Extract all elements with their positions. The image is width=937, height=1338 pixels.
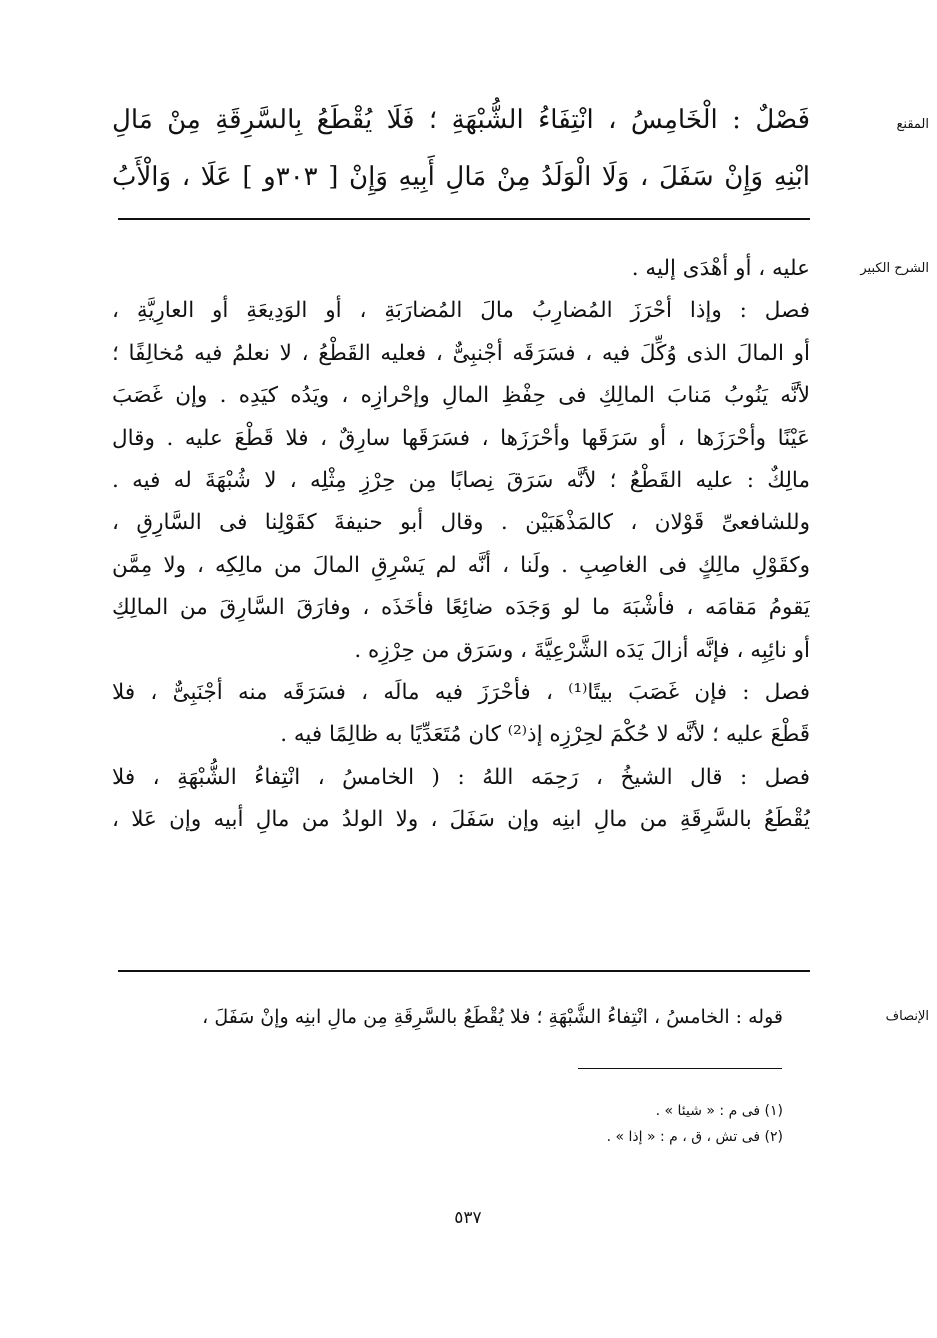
- sharh-line-4: لأنَّه يَنُوبُ مَنابَ المالِكِ فى حِفْظِ المالِ وإحْرازِه ، ويَدُه كيَدِه . وإن غَصَبَ: [112, 383, 810, 409]
- footnote-divider-rule: [578, 1068, 782, 1069]
- sharh-text-block: [112, 248, 810, 841]
- insaf-text-block: [115, 1003, 783, 1031]
- sharh-line-1: عليه ، أو أهْدَى إليه .: [631, 256, 810, 281]
- sharh-line-12: قَطْعَ عليه ؛ لأنَّه لا حُكْمَ لحِرْزِه إذ⁽²⁾ كان مُتَعَدِّيًا به ظالِمًا فيه .: [280, 722, 810, 748]
- sharh-line-11: فصل : فإن غَصَبَ بيتًا⁽¹⁾ ، فأحْرَزَ فيه مالَه ، فسَرَقَه منه أجْنَبِىٌّ ، فلا: [112, 679, 810, 705]
- label-sharh: الشرح الكبير: [860, 261, 929, 276]
- page-number: ٥٣٧: [454, 1208, 482, 1228]
- sharh-line-10: أو نائِبِه ، فإنَّه أزالَ يَدَه الشَّرْعِيَّةَ ، وسَرَق من حِرْزِه .: [354, 637, 810, 663]
- sharh-line-14: يُقْطَعُ بالسَّرِقَةِ من مالِ ابنِه وإن سَفَلَ ، ولا الولدُ من مالِ أبيه وإن عَلا ،: [112, 807, 810, 833]
- sharh-line-8: وكقَوْلِ مالِكٍ فى الغاصِبِ . ولَنا ، أنَّه لم يَسْرِقِ المالَ من مالِكِه ، ولا مِمَّن: [112, 552, 810, 578]
- footnote-1: (١) فى م : « شيئا » .: [655, 1103, 783, 1119]
- sharh-line-3: أو المالَ الذى وُكِّلَ فيه ، فسَرَقَه أجْنبِىٌّ ، فعليه القَطْعُ ، لا نعلمُ فيه مُخالِفًا ؛: [112, 340, 810, 366]
- muqni-line-2: ابْنِهِ وَإِنْ سَفَلَ ، وَلَا الْوَلَدُ مِنْ مَالِ أَبِيهِ وَإِنْ [ ٣٠٣و ] عَلَا ، وَالْأَبُ: [112, 162, 810, 192]
- muqni-divider-rule: [118, 218, 810, 220]
- footnote-2: (٢) فى تش ، ق ، م : « إذا » .: [606, 1129, 783, 1145]
- label-muqni: المقنع: [896, 117, 929, 132]
- muqni-line-1: فَصْلٌ : الْخَامِسُ ، انْتِفَاءُ الشُّبْهَةِ ؛ فَلَا يُقْطَعُ بِالسَّرِقَةِ مِنْ مَالِ: [112, 105, 810, 135]
- sharh-line-2: فصل : وإذا أحْرَزَ المُضارِبُ مالَ المُضارَبَةِ ، أو الوَدِيعَةِ أو العارِيَّةِ ،: [112, 298, 810, 324]
- muqni-text-block: [112, 92, 810, 206]
- sharh-line-5: عَيْنًا وأحْرَزَها ، أو سَرَقَها وأحْرَزَها ، فسَرَقَها سارِقٌ ، فلا قَطْعَ عليه . وقال: [112, 425, 810, 451]
- sharh-line-13: فصل : قال الشيخُ ، رَحِمَه اللهُ : ( الخامسُ ، انْتِفاءُ الشُّبْهَةِ ، فلا: [112, 764, 810, 790]
- sharh-line-9: يَقومُ مَقامَه ، فأشْبَهَ ما لو وَجَدَه ضائِعًا فأخَذَه ، وفارَقَ السَّارِقَ من المالِكِ: [112, 595, 810, 621]
- sharh-line-6: مالِكٌ : عليه القَطْعُ ؛ لأنَّه سَرَقَ نِصابًا مِن حِرْزِ مِثْلِه ، لا شُبْهَةَ له فيه .: [112, 467, 810, 493]
- insaf-line-1: قوله : الخامسُ ، انْتِفاءُ الشُّبْهَةِ ؛ فلا يُقْطَعُ بالسَّرِقَةِ مِن مالِ ابنِه وإنْ سَفَلَ ،: [202, 1006, 783, 1028]
- sharh-line-7: وللشافعىِّ قَوْلان ، كالمَذْهَبَيْن . وقال أبو حنيفةَ كقَوْلِنا فى السَّارِقِ ،: [112, 510, 810, 536]
- label-insaf: الإنصاف: [885, 1009, 929, 1024]
- sharh-divider-rule: [118, 970, 810, 972]
